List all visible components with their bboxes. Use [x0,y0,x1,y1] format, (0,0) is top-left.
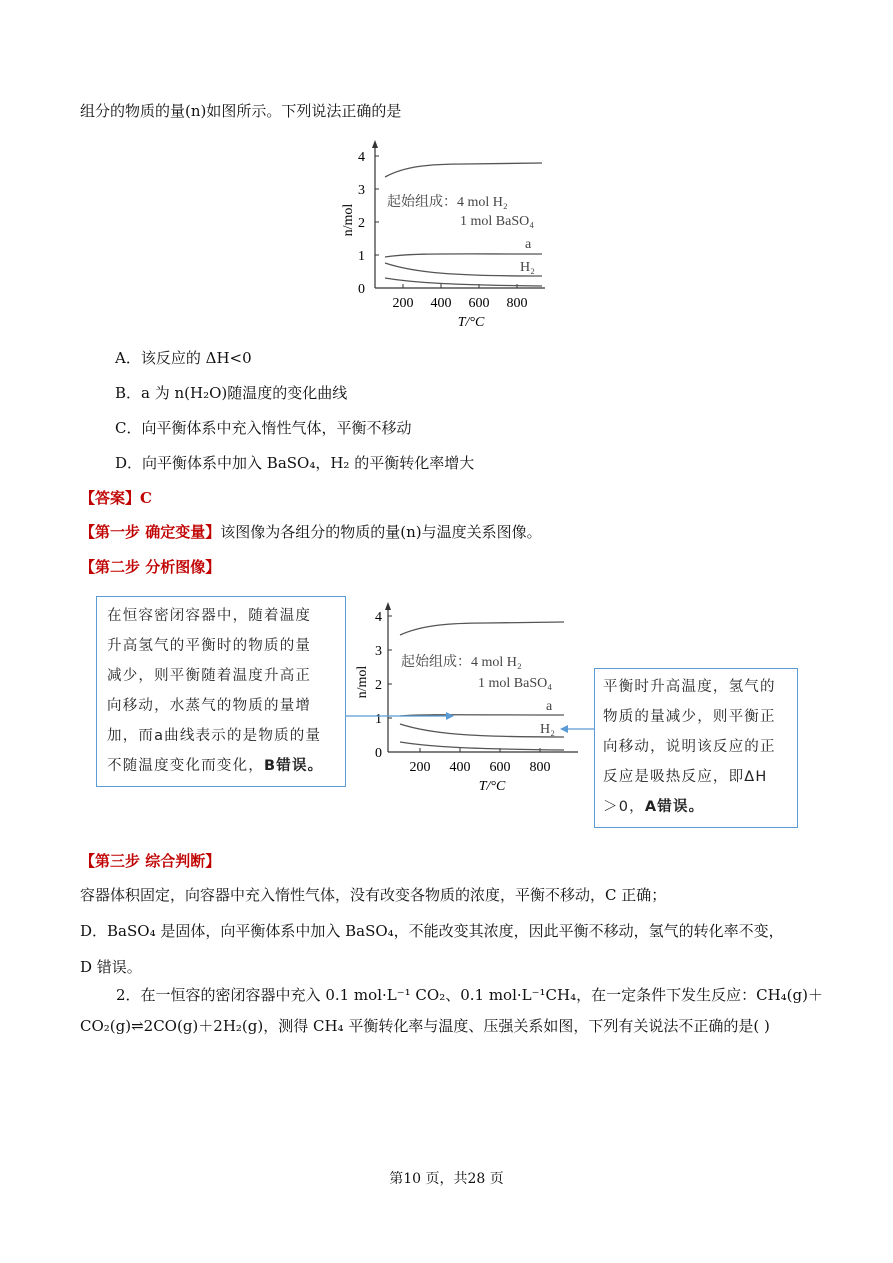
right-box-line: 向移动，说明该反应的正 [603,739,776,755]
left-box-line: 减少，则平衡随着温度升高正 [107,668,312,684]
y-tick-2: 2 [358,216,365,231]
option-b-label: B． [115,384,142,402]
left-box-last-line: 不随温度变化而变化，B错误。 [107,758,324,774]
curve-a [385,254,542,257]
x-tick-200: 200 [392,296,414,311]
left-box-line: 在恒容密闭容器中，随着温度 [107,608,312,624]
left-box-line: 向移动，水蒸气的物质的量增 [107,698,312,714]
right-box-last-line: ＞0，A错误。 [603,799,705,815]
fig2-y-axis-label: n/mol [355,665,370,699]
fig2-y-tick-3: 3 [375,644,382,659]
annotation-line1: 起始组成：4 mol H₂ [387,195,508,210]
y-axis-arrow [372,140,378,148]
right-box-line: 平衡时升高温度，氢气的 [603,679,776,695]
option-a [115,348,252,368]
right-box-conclusion: A错误。 [644,799,705,815]
step1-label: 【第一步 确定变量】 [80,523,221,541]
step3-line [80,851,220,871]
y-tick-3: 3 [358,183,365,198]
answer-label: 【答案】 [80,489,141,507]
fig2-x-tick-400: 400 [449,760,471,775]
fig2-x-tick-200: 200 [409,760,431,775]
option-d-label: D． [115,454,143,472]
x-axis-label: T/°C [457,315,485,330]
option-a-text: 该反应的 ΔH<0 [140,349,252,367]
figure-2-chart [346,600,596,795]
x-tick-600: 600 [468,296,490,311]
annotation-line2: 1 mol BaSO₄ [460,214,535,229]
step3-label: 【第三步 综合判断】 [80,852,221,870]
option-a-label: A． [115,349,141,367]
connector-arrows [346,708,594,738]
left-box-conclusion: B错误。 [264,758,324,774]
page-footer: 第10 页，共28 页 [389,1171,504,1187]
question2-line2: CO₂(g)⇌2CO(g)＋2H₂(g)，测得 CH₄ 平衡转化率与温度、压强关系如图，下列有关说法不正确的是( ) [80,1017,770,1035]
y-tick-4: 4 [358,150,365,165]
fig2-y-tick-2: 2 [375,678,382,693]
left-box-line: 升高氢气的平衡时的物质的量 [107,638,312,654]
left-explanation-box [96,596,346,787]
fig2-x-axis-label: T/°C [478,779,506,794]
fig2-y-tick-4: 4 [375,610,382,625]
fig2-annotation-line2: 1 mol BaSO₄ [478,676,553,691]
fig2-x-tick-800: 800 [529,760,551,775]
right-box-line: 反应是吸热反应，即ΔH [603,769,768,785]
question2-line1: 2．在一恒容的密闭容器中充入 0.1 mol·L⁻¹ CO₂、0.1 mol·L⁻¹CH₄，在一定条件下发生反应：CH₄(g)＋ [116,986,823,1004]
fig2-y-tick-0: 0 [375,746,382,761]
curve-h2 [385,263,542,276]
option-d [115,453,474,473]
curve-top [385,163,542,177]
step2-label: 【第二步 分析图像】 [80,558,221,576]
answer-line [80,488,152,508]
curve-label-h2: H₂ [520,260,535,275]
intro-text: 组分的物质的量(n)如图所示。下列说法正确的是 [80,102,402,120]
y-tick-0: 0 [358,282,365,297]
step1-text: 该图像为各组分的物质的量(n)与温度关系图像。 [220,523,542,541]
y-axis-label: n/mol [341,203,356,237]
fig2-x-tick-600: 600 [489,760,511,775]
right-explanation-box [594,668,798,828]
option-d-text: 向平衡体系中加入 BaSO₄，H₂ 的平衡转化率增大 [142,454,475,472]
curve-label-a: a [525,237,532,252]
step2-line [80,557,220,577]
left-box-line: 加，而a曲线表示的是物质的量 [107,728,322,744]
answer-value: C [140,489,152,507]
fig2-curve-label-h2: H₂ [540,722,555,737]
x-tick-400: 400 [430,296,452,311]
option-b [115,383,347,403]
option-c [115,418,412,438]
step1-line [80,522,542,542]
right-box-line: 物质的量减少，则平衡正 [603,709,776,725]
option-c-text: 向平衡体系中充入惰性气体，平衡不移动 [141,419,412,437]
conclusion-line1: 容器体积固定，向容器中充入惰性气体，没有改变各物质的浓度，平衡不移动，C 正确； [80,886,667,904]
option-c-label: C． [115,419,142,437]
y-tick-1: 1 [358,249,365,264]
x-tick-800: 800 [506,296,528,311]
conclusion-line3: D 错误。 [80,958,142,976]
conclusion-line2: D．BaSO₄ 是固体，向平衡体系中加入 BaSO₄，不能改变其浓度，因此平衡不移动，氢气的转化率不变， [80,922,784,940]
curve-bottom [385,278,542,286]
fig2-curve-label-a: a [546,699,553,714]
figure-1-chart [335,138,560,333]
fig2-y-tick-1: 1 [375,712,382,727]
fig2-annotation-line1: 起始组成：4 mol H₂ [401,655,522,670]
option-b-text: a 为 n(H₂O)随温度的变化曲线 [141,384,348,402]
